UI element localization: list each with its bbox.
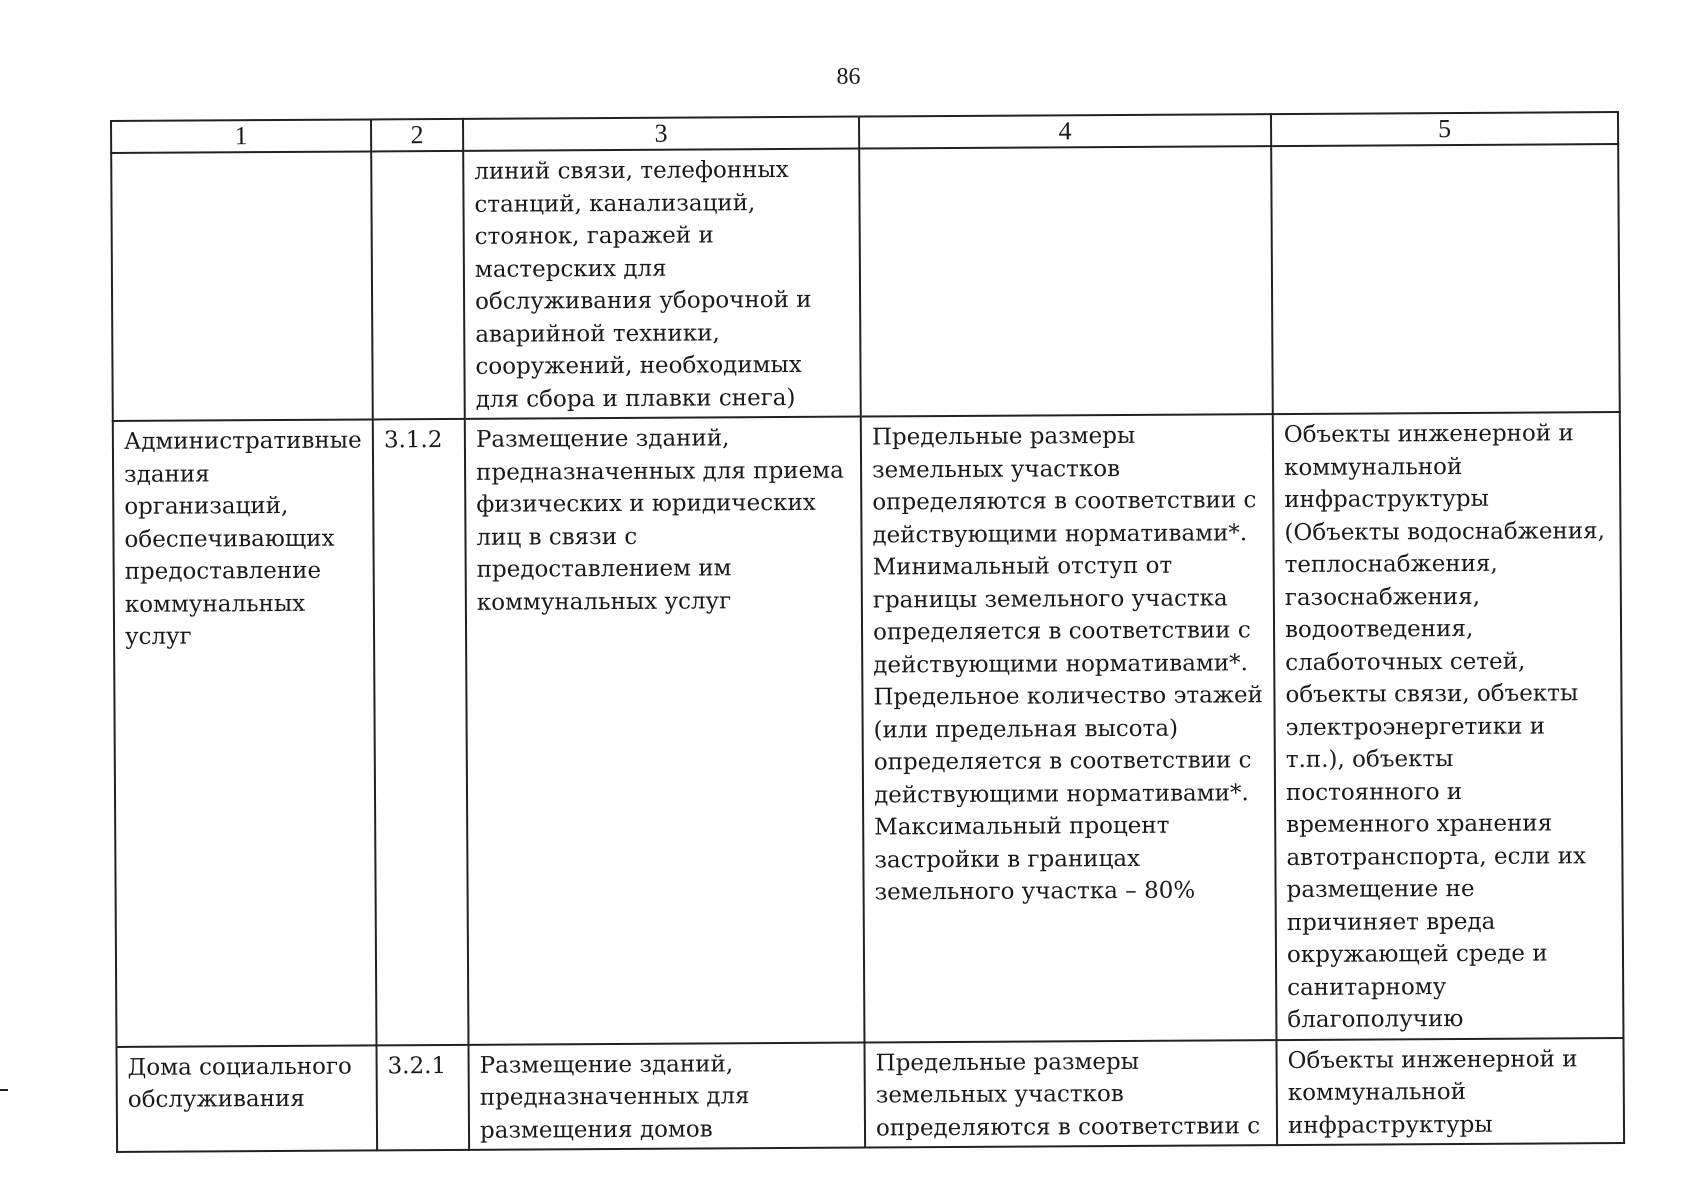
column-header-1: 1 [111, 119, 371, 153]
cell-text: Объекты инженерной и коммунальной инфраструктуры (Объекты водоснабжения, теплоснабжения, газоснабжения, водоотведения, слаботочных сетей, объекты связи, объекты электроэнергетики и т.п.), объекты постоянного и временного хранения автотранспорта, если их размещение не причиняет вреда окружающей среде и санитарному благополучию [1283, 420, 1606, 1034]
column-header-4: 4 [859, 114, 1271, 148]
land-use-table [110, 111, 1625, 1153]
cell-text: 3.2.1 [387, 1052, 447, 1079]
cell-description [465, 417, 865, 1045]
cell-text: Дома социального обслуживания [127, 1053, 352, 1113]
cell-parameters [861, 414, 1277, 1042]
cell-name [111, 151, 373, 421]
page-number: 86 [836, 64, 861, 90]
cell-text: Размещение зданий, предназначенных для приема физических и юридических лиц в связи с предоставлением им коммунальных услуг [475, 425, 844, 616]
table-row [111, 144, 1620, 421]
cell-code [373, 419, 469, 1045]
table-row [113, 412, 1624, 1046]
cell-text [122, 157, 360, 158]
column-header-2: 2 [371, 119, 463, 152]
cell-text: 3.1.2 [383, 427, 443, 454]
cell-text: Предельные размеры земельных участков определяются в соответствии с [875, 1048, 1261, 1141]
cell-code [376, 1044, 469, 1150]
cell-auxiliary [1271, 144, 1620, 414]
cell-text: Административные здания организаций, обеспечивающих предоставление коммунальных услуг [123, 427, 362, 650]
cell-text [870, 151, 1260, 153]
cell-text: линий связи, телефонных станций, канализаций, стоянок, гаражей и мастерских для обслуживания уборочной и аварийной техники, сооружений, необходимых для сбора и плавки снега) [474, 156, 812, 413]
cell-name [116, 1045, 377, 1152]
column-header-5: 5 [1271, 112, 1618, 146]
margin-mark [0, 1089, 8, 1091]
cell-text: Размещение зданий, предназначенных для размещения домов [479, 1050, 750, 1144]
cell-parameters [864, 1040, 1277, 1148]
cell-name [113, 419, 377, 1046]
cell-text: Предельные размеры земельных участков определяются в соответствии с действующими нормативами*. Минимальный отступ от границы земельного участка определяется в соответствии с действующими нормативами*. Предельное количество этажей (или предельная высота) определяется в соответствии с действующими нормативами*. Максимальный процент застройки в границах земельного участка – 80% [871, 422, 1264, 906]
cell-parameters [859, 146, 1273, 416]
cell-code [371, 151, 465, 420]
cell-auxiliary [1276, 1038, 1624, 1146]
cell-description [468, 1042, 865, 1150]
table-row [116, 1038, 1624, 1152]
cell-text: Объекты инженерной и коммунальной инфраструктуры [1287, 1045, 1578, 1139]
column-header-3: 3 [463, 117, 859, 151]
cell-text [1282, 149, 1607, 151]
cell-description [463, 149, 861, 419]
cell-auxiliary [1273, 412, 1624, 1040]
